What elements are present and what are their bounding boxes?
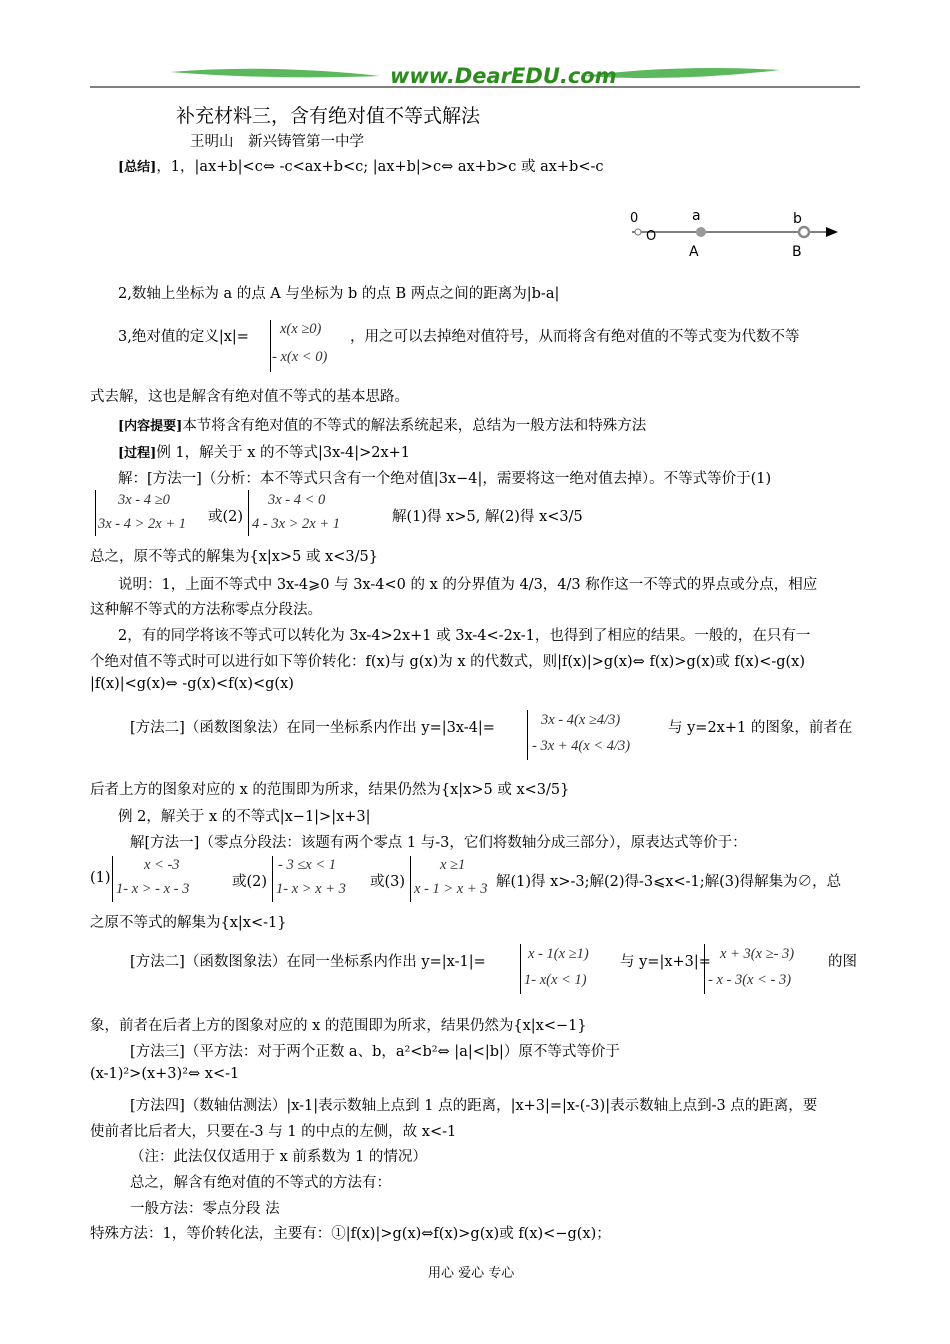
ex1-note2a: 2，有的同学将该不等式可以转化为 3x-4>2x+1 或 3x-4<-2x-1，也得到了相应的结果。一般的，在只有一 [118,628,811,644]
label-a: a [692,208,701,224]
point-3-tail: ，用之可以去掉绝对值符号，从而将含有绝对值的不等式变为代数不等 [350,329,800,345]
site-logo[interactable]: www.DearEDU.com [390,64,617,88]
s3a: x ≥1 [440,857,466,873]
number-line [626,210,846,265]
label-origin: O [646,229,657,244]
ex2-p1: (1) [90,870,111,886]
label-A: A [689,244,699,260]
m2a2: 1- x(x < 1) [524,972,587,988]
sys2b: 4 - 3x > 2x + 1 [252,516,341,532]
final-a: 总之，解含有绝对值的不等式的方法有： [130,1175,391,1191]
ex2-method4a: [方法四]（数轴估测法）|x-1|表示数轴上点到 1 点的距离，|x+3|=|x-(-3)|表示数轴上点到-3 点的距离，要 [130,1098,818,1114]
summary-line [118,155,604,176]
sys1b: 3x - 4 > 2x + 1 [98,516,187,532]
ex2-method1: 解[方法一]（零点分段法：该题有两个零点 1 与-3，它们将数轴分成三部分），原表达式等价于： [130,835,747,851]
s1b: 1- x > - x - 3 [116,881,190,897]
sys2a: 3x - 4 < 0 [268,492,326,508]
point-3-lead: 3,绝对值的定义|x|= [118,329,249,345]
point-3-cont: 式去解，这也是解含有绝对值不等式的基本思路。 [90,389,409,405]
content-tag: [内容提要] [118,419,183,434]
ex2-m2-mid: 与 y=|x+3|= [620,954,711,970]
ex1-note2b: 个绝对值不等式时可以进行如下等价转化：f(x)与 g(x)为 x 的代数式，则|f(x)|>g(x)⇔ f(x)>g(x)或 f(x)<-g(x) [90,654,806,670]
sys1a: 3x - 4 ≥0 [118,492,170,508]
ex2-p3: 或(3) [370,874,406,890]
label-0: 0 [630,211,639,226]
ex1-method2: [方法二]（函数图象法）在同一坐标系内作出 y=|3x-4|= [130,720,495,736]
footer: 用心 爱心 专心 [428,1266,515,1281]
ex1-method1: 解：[方法一]（分析：本不等式只含有一个绝对值|3x−4|，需要将这一绝对值去掉）。不等式等价于(1) [118,471,772,487]
s2a: - 3 ≤x < 1 [278,857,337,873]
header-banner [90,62,860,92]
label-B: B [792,244,802,260]
ex2-method3: [方法三]（平方法：对于两个正数 a、b，a²<b²⇔ |a|<|b|）原不等式等价于 [130,1044,620,1060]
author: 王明山 新兴铸管第一中学 [190,134,364,150]
abs-case-1: x(x ≥0) [280,321,322,337]
page-title: 补充材料三，含有绝对值不等式解法 [176,105,481,127]
m2b2: - x - 3(x < - 3) [708,972,792,988]
ex2-m2-cont: 象，前者在后者上方的图象对应的 x 的范围即为所求，结果仍然为{x|x<−1} [90,1018,587,1034]
ex1-note1a: 说明：1，上面不等式中 3x-4⩾0 与 3x-4<0 的 x 的分界值为 4/3，4/3 称作这一不等式的界点或分点，相应 [118,577,818,593]
summary-tag: [总结] [118,160,157,175]
m2-case1: 3x - 4(x ≥4/3) [541,712,621,728]
final-b: 一般方法：零点分段 法 [130,1201,280,1217]
process-tag: [过程] [118,446,157,461]
s3b: x - 1 > x + 3 [414,881,488,897]
abs-case-2: - x(x < 0) [272,349,328,365]
ex2-method3b: (x-1)²>(x+3)²⇔ x<-1 [90,1066,240,1082]
ex1-result: 解(1)得 x>5, 解(2)得 x<3/5 [392,509,583,525]
ex2-method2: [方法二]（函数图象法）在同一坐标系内作出 y=|x-1|= [130,954,486,970]
content-text: 本节将含有绝对值的不等式的解法系统起来，总结为一般方法和特殊方法 [182,418,647,434]
point-2: 2,数轴上坐标为 a 的点 A 与坐标为 b 的点 B 两点之间的距离为|b-a| [118,286,560,302]
m2a1: x - 1(x ≥1) [528,946,589,962]
ex2-method4b: 使前者比后者大，只要在-3 与 1 的中点的左侧，故 x<-1 [90,1124,457,1140]
ex1-m2-cont: 后者上方的图象对应的 x 的范围即为所求，结果仍然为{x|x>5 或 x<3/5} [90,782,570,798]
ex1-m2-tail: 与 y=2x+1 的图象，前者在 [668,720,853,736]
m2-case2: - 3x + 4(x < 4/3) [532,738,631,754]
m2b1: x + 3(x ≥- 3) [720,946,795,962]
process-line [118,441,410,462]
s2b: 1- x > x + 3 [276,881,346,897]
summary-text: ，1，|ax+b|<c⇔ -c<ax+b<c; |ax+b|>c⇔ ax+b>c 或 ax+b<-c [156,159,604,175]
ex2-m2-tail: 的图 [828,954,857,970]
or-2: 或(2) [208,509,244,525]
process-text: 例 1，解关于 x 的不等式|3x-4|>2x+1 [156,445,411,461]
ex2-conclusion: 之原不等式的解集为{x|x<-1} [90,915,287,931]
ex1-note2c: |f(x)|<g(x)⇔ -g(x)<f(x)<g(x) [90,676,294,692]
final-c: 特殊方法：1，等价转化法，主要有：①|f(x)|>g(x)⇔f(x)>g(x)或 f(x)<−g(x)； [90,1226,611,1242]
ex2-method4-note: （注：此法仅仅适用于 x 前系数为 1 的情况） [130,1149,427,1165]
content-summary [118,414,646,435]
ex2-p2: 或(2) [232,874,268,890]
s1a: x < -3 [144,857,180,873]
ex2-question: 例 2，解关于 x 的不等式|x−1|>|x+3| [118,809,371,825]
ex2-result: 解(1)得 x>-3;解(2)得-3⩽x<-1;解(3)得解集为∅，总 [496,874,842,890]
ex1-conclusion: 总之，原不等式的解集为{x|x>5 或 x<3/5} [90,549,378,565]
ex1-note1b: 这种解不等式的方法称零点分段法。 [90,602,322,618]
label-b: b [793,211,802,227]
